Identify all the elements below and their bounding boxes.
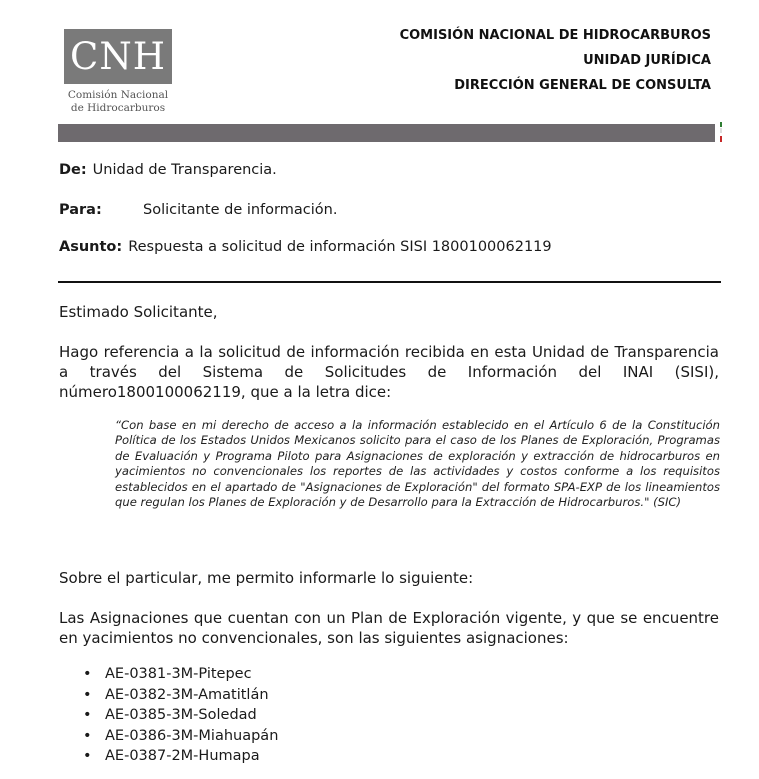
list-item: • AE-0382-3M-Amatitlán [83,685,278,706]
logo-subtitle-line2: de Hidrocarburos [70,102,166,114]
logo-subtitle [64,89,172,115]
flag-red-stripe [720,136,722,142]
list-item: • AE-0385-3M-Soledad [83,705,278,726]
memo-subject-value: Respuesta a solicitud de información SISI 1800100062119 [128,239,552,255]
flag-green-stripe [720,122,722,127]
asignaciones-paragraph: Las Asignaciones que cuentan con un Plan de Exploración vigente, y que se encuentre en yacimientos no convencionales, son las siguientes asignaciones: [59,609,719,647]
header-directorate: DIRECCIÓN GENERAL DE CONSULTA [454,78,711,93]
memo-from-value: Unidad de Transparencia. [92,162,277,178]
memo-to [59,202,338,218]
memo-to-label: Para: [59,202,102,218]
memo-subject [59,239,552,255]
cnh-logo [64,29,172,84]
header-unit: UNIDAD JURÍDICA [583,53,711,68]
flag-white-stripe [720,128,722,133]
intro-paragraph: Hago referencia a la solicitud de información recibida en esta Unidad de Transparencia a través del Sistema de Solicitudes de Información del INAI (SISI), número1800100062119, que a la letra dice: [59,343,719,401]
header-commission: COMISIÓN NACIONAL DE HIDROCARBUROS [399,28,711,43]
list-item: • AE-0387-2M-Humapa [83,746,278,767]
header-band [58,124,715,142]
divider [58,281,721,283]
list-item: • AE-0381-3M-Pitepec [83,664,278,685]
memo-subject-label: Asunto: [59,239,123,255]
particular-paragraph: Sobre el particular, me permito informarle lo siguiente: [59,569,474,587]
memo-to-value: Solicitante de información. [143,202,338,218]
list-item: • AE-0386-3M-Miahuapán [83,726,278,747]
greeting: Estimado Solicitante, [59,303,218,321]
logo-subtitle-line1: Comisión Nacional [67,89,169,101]
assignment-list [83,664,278,767]
logo-mark: CNH [70,35,166,78]
request-quote: “Con base en mi derecho de acceso a la información establecido en el Artículo 6 de la Constitución Política de los Estados Unidos Mexicanos solicito para el caso de los Planes de Exploración, Programas de Evaluación y Programa Piloto para Asignaciones de exploración y extracción de hidrocarburos en yacimientos no convencionales los reportes de las actividades y costos conforme a los requisitos establecidos en el apartado de "Asignaciones de Exploración" del formato SPA-EXP de los lineamientos que regulan los Planes de Exploración y de Desarrollo para la Extracción de Hidrocarburos." (SIC) [115,418,720,510]
memo-from-label: De: [59,162,87,178]
memo-from [59,162,277,178]
